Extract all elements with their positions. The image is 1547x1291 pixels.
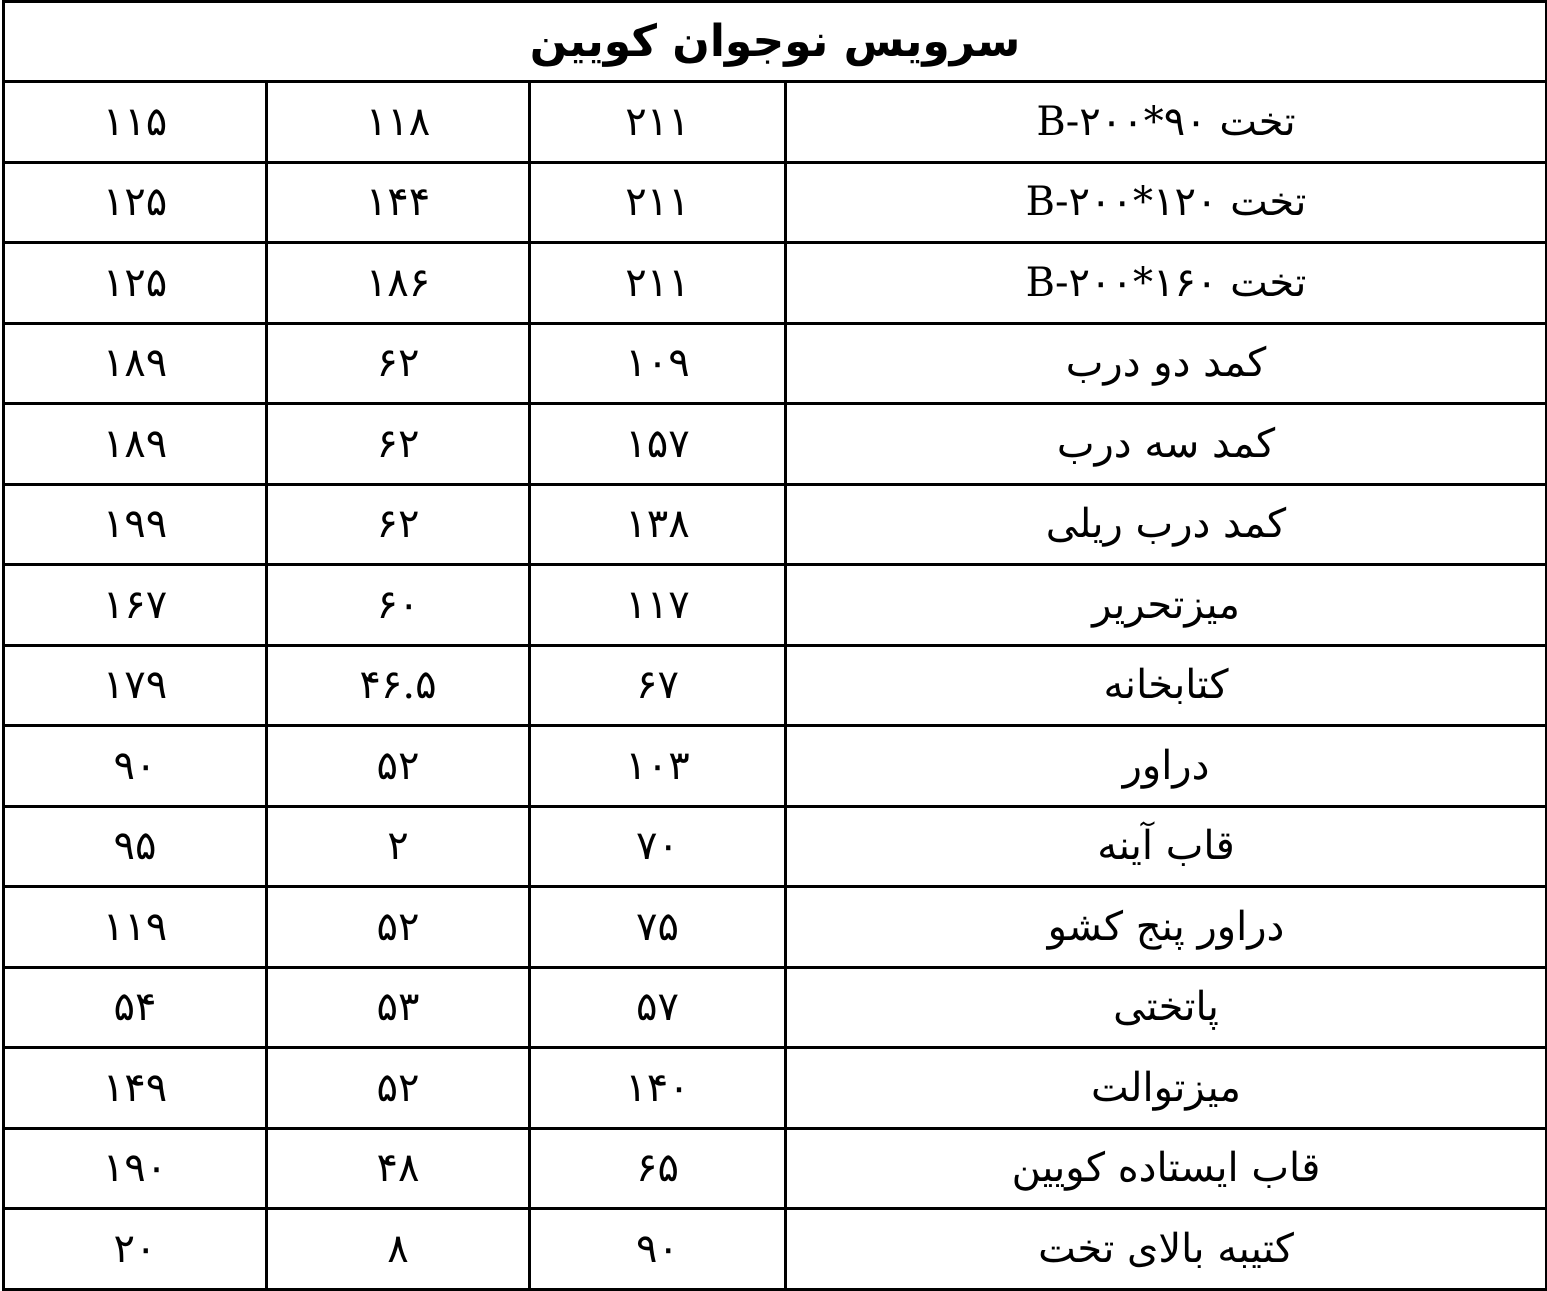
cell-value-col2: ۲ [267,806,530,887]
cell-value-col2: ۴۸ [267,1128,530,1209]
cell-value-col3: ۹۰ [530,1209,786,1290]
item-name-cell: قاب آینه [786,806,1547,887]
cell-value-col1: ۱۹۰ [4,1128,267,1209]
cell-value-col2: ۵۲ [267,887,530,968]
table-row [4,726,1547,807]
cell-value-col3: ۷۰ [530,806,786,887]
cell-value-col2: ۵۲ [267,1048,530,1129]
cell-value-col1: ۵۴ [4,967,267,1048]
table-row [4,82,1547,163]
cell-value-col3: ۱۴۰ [530,1048,786,1129]
table-row [4,162,1547,243]
item-name-cell: قاب ایستاده کویین [786,1128,1547,1209]
item-name-cell: میزتحریر [786,565,1547,646]
item-name-cell: میزتوالت [786,1048,1547,1129]
item-name-cell: کتیبه بالای تخت [786,1209,1547,1290]
item-name-cell: کتابخانه [786,645,1547,726]
cell-value-col1: ۱۲۵ [4,162,267,243]
table-row [4,1209,1547,1290]
item-name-cell: تخت ۱۲۰*۲۰۰-B [786,162,1547,243]
table-title: سرویس نوجوان کویین [4,2,1547,82]
cell-value-col2: ۶۲ [267,404,530,485]
cell-value-col2: ۶۲ [267,323,530,404]
table-row [4,323,1547,404]
product-dimensions-table [2,0,1547,1291]
item-name-cell: پاتختی [786,967,1547,1048]
cell-value-col1: ۱۶۷ [4,565,267,646]
cell-value-col1: ۱۸۹ [4,404,267,485]
item-name-cell: کمد سه درب [786,404,1547,485]
table-row [4,645,1547,726]
cell-value-col3: ۱۱۷ [530,565,786,646]
cell-value-col2: ۸ [267,1209,530,1290]
item-name-cell: کمد درب ریلی [786,484,1547,565]
cell-value-col3: ۱۰۹ [530,323,786,404]
cell-value-col3: ۶۵ [530,1128,786,1209]
cell-value-col2: ۱۴۴ [267,162,530,243]
table-row [4,565,1547,646]
cell-value-col1: ۱۱۹ [4,887,267,968]
cell-value-col1: ۱۲۵ [4,243,267,324]
cell-value-col1: ۱۹۹ [4,484,267,565]
cell-value-col3: ۷۵ [530,887,786,968]
cell-value-col2: ۴۶.۵ [267,645,530,726]
table-row [4,967,1547,1048]
cell-value-col3: ۲۱۱ [530,162,786,243]
table-row [4,404,1547,485]
cell-value-col2: ۶۰ [267,565,530,646]
cell-value-col1: ۲۰ [4,1209,267,1290]
cell-value-col3: ۶۷ [530,645,786,726]
cell-value-col1: ۱۱۵ [4,82,267,163]
cell-value-col2: ۵۳ [267,967,530,1048]
item-name-cell: دراور پنج کشو [786,887,1547,968]
cell-value-col1: ۱۸۹ [4,323,267,404]
table-row [4,887,1547,968]
cell-value-col2: ۵۲ [267,726,530,807]
cell-value-col2: ۱۱۸ [267,82,530,163]
cell-value-col3: ۲۱۱ [530,243,786,324]
item-name-cell: دراور [786,726,1547,807]
cell-value-col3: ۱۳۸ [530,484,786,565]
item-name-cell: کمد دو درب [786,323,1547,404]
table-row [4,243,1547,324]
cell-value-col2: ۱۸۶ [267,243,530,324]
table-row [4,1048,1547,1129]
cell-value-col2: ۶۲ [267,484,530,565]
table-body [4,82,1547,1290]
item-name-cell: تخت ۹۰*۲۰۰-B [786,82,1547,163]
table-row [4,806,1547,887]
cell-value-col3: ۲۱۱ [530,82,786,163]
item-name-cell: تخت ۱۶۰*۲۰۰-B [786,243,1547,324]
table-row [4,1128,1547,1209]
table-row [4,484,1547,565]
cell-value-col1: ۱۴۹ [4,1048,267,1129]
cell-value-col1: ۹۰ [4,726,267,807]
cell-value-col1: ۹۵ [4,806,267,887]
cell-value-col1: ۱۷۹ [4,645,267,726]
cell-value-col3: ۱۰۳ [530,726,786,807]
cell-value-col3: ۱۵۷ [530,404,786,485]
cell-value-col3: ۵۷ [530,967,786,1048]
